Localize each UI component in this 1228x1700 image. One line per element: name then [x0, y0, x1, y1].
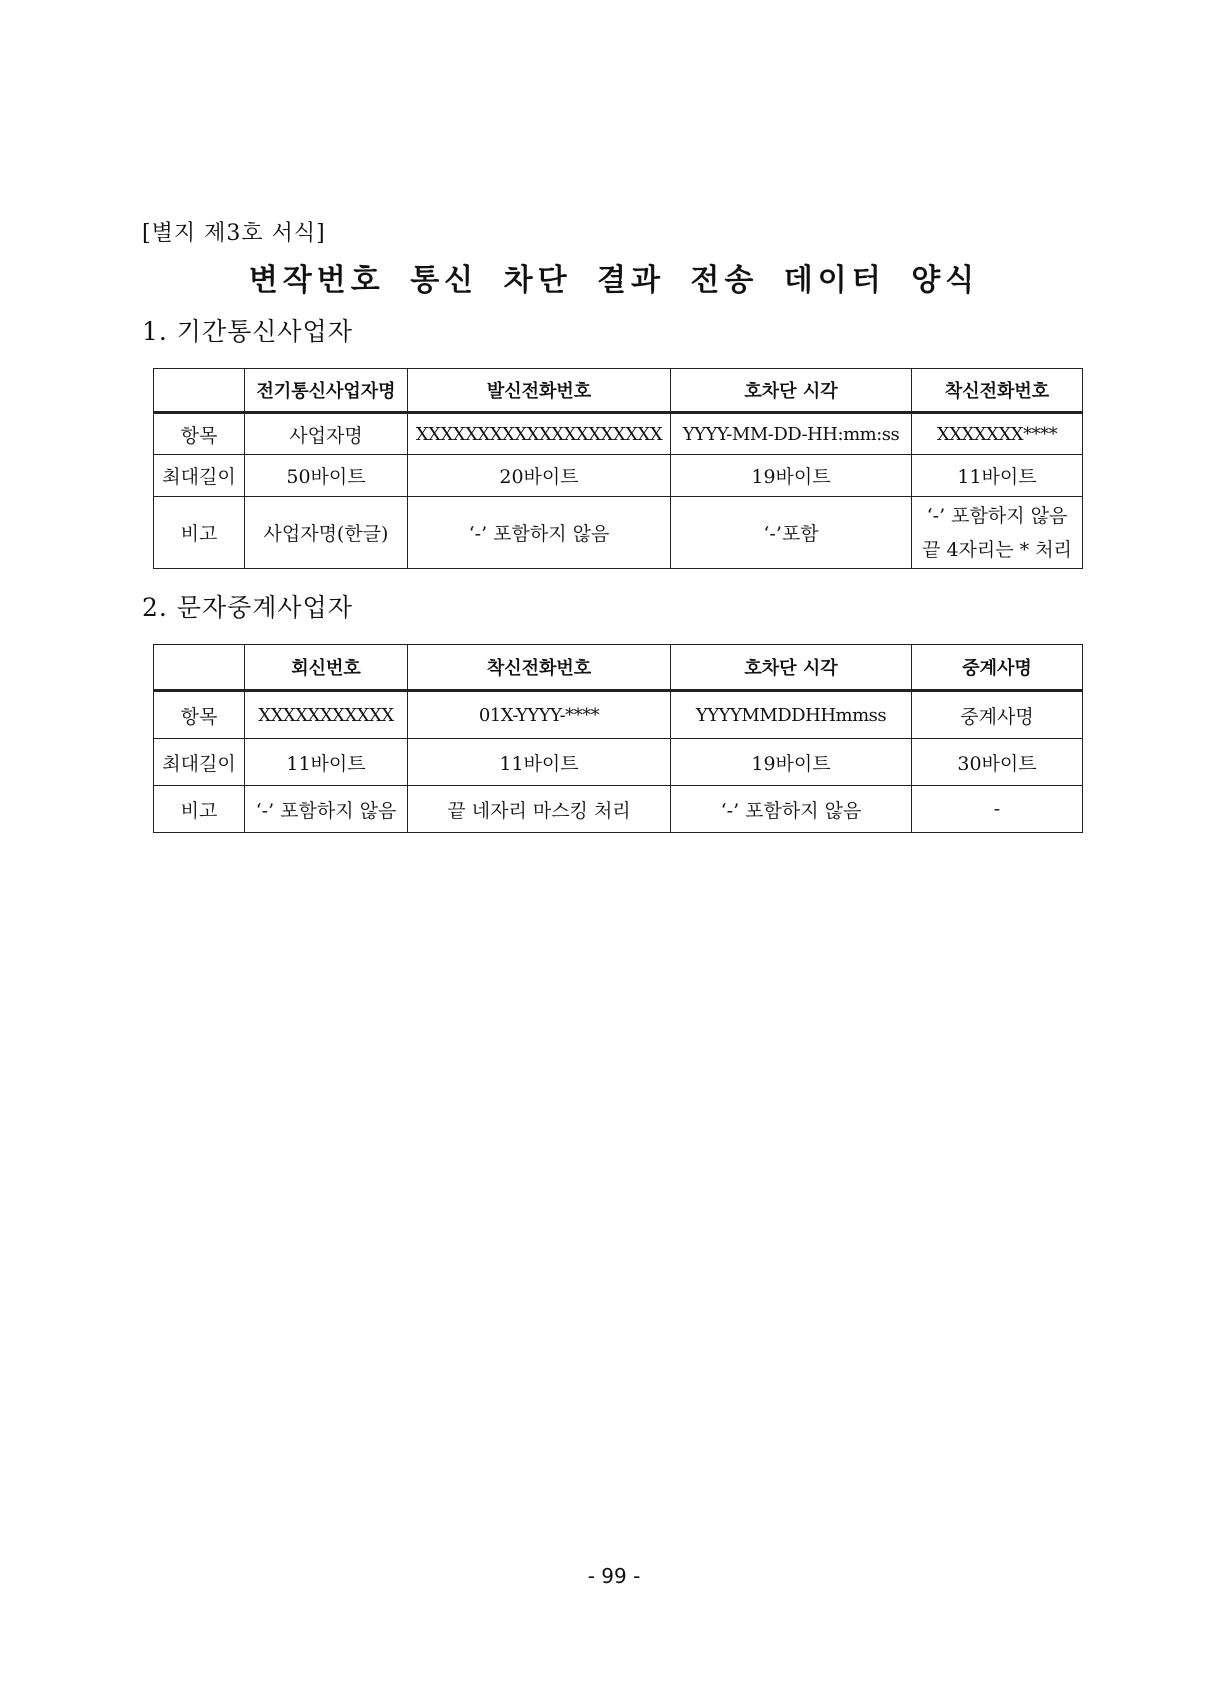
header-cell-empty — [154, 369, 245, 413]
table-cell: 11바이트 — [245, 739, 408, 786]
note-line: 끝 4자리는 * 처리 — [922, 538, 1072, 561]
table-header-row — [154, 369, 1083, 413]
form-label: [별지 제3호 서식] — [142, 221, 326, 246]
header-cell-business-name: 전기통신사업자명 — [245, 369, 408, 413]
table-cell: 11바이트 — [408, 739, 671, 786]
table-cell: 사업자명 — [245, 413, 408, 455]
header-cell-empty — [154, 645, 245, 691]
note-line: ‘-’ 포함하지 않음 — [926, 504, 1068, 527]
table-cell: 중계사명 — [912, 691, 1083, 739]
header-cell-callee-number: 착신전화번호 — [408, 645, 671, 691]
header-cell-block-time: 호차단 시각 — [671, 645, 912, 691]
header-cell-block-time: 호차단 시각 — [671, 369, 912, 413]
table-cell: 20바이트 — [408, 455, 671, 497]
table-cell: 30바이트 — [912, 739, 1083, 786]
sms-relay-data-table — [153, 644, 1083, 833]
table-cell: 50바이트 — [245, 455, 408, 497]
row-label: 항목 — [154, 691, 245, 739]
table-row — [154, 497, 1083, 569]
row-label: 비고 — [154, 497, 245, 569]
table-header-row — [154, 645, 1083, 691]
table-cell: 끝 네자리 마스킹 처리 — [408, 786, 671, 833]
table-cell: 01X-YYYY-**** — [408, 691, 671, 739]
header-cell-caller-number: 발신전화번호 — [408, 369, 671, 413]
row-label: 최대길이 — [154, 455, 245, 497]
table-cell — [912, 497, 1083, 569]
row-label: 항목 — [154, 413, 245, 455]
row-label: 비고 — [154, 786, 245, 833]
table-cell: ‘-’ 포함하지 않음 — [408, 497, 671, 569]
table-cell: ‘-’ 포함하지 않음 — [245, 786, 408, 833]
table-cell: YYYY-MM-DD-HH:mm:ss — [671, 413, 912, 455]
table-cell: 11바이트 — [912, 455, 1083, 497]
header-cell-callee-number: 착신전화번호 — [912, 369, 1083, 413]
table-row — [154, 691, 1083, 739]
table-row — [154, 455, 1083, 497]
row-label: 최대길이 — [154, 739, 245, 786]
carrier-data-table — [153, 368, 1083, 569]
page-number: - 99 - — [587, 1564, 641, 1588]
table-cell: - — [912, 786, 1083, 833]
table-cell: XXXXXXXXXXXXXXXXXXXX — [408, 413, 671, 455]
table-cell: 19바이트 — [671, 455, 912, 497]
table-cell: XXXXXXX**** — [912, 413, 1083, 455]
table-row — [154, 786, 1083, 833]
header-cell-reply-number: 회신번호 — [245, 645, 408, 691]
table-cell: 사업자명(한글) — [245, 497, 408, 569]
section-heading-carrier: 1. 기간통신사업자 — [142, 317, 353, 346]
table-row — [154, 413, 1083, 455]
table-row — [154, 739, 1083, 786]
header-cell-relay-name: 중계사명 — [912, 645, 1083, 691]
table-cell: ‘-’ 포함하지 않음 — [671, 786, 912, 833]
table-cell: XXXXXXXXXXX — [245, 691, 408, 739]
document-title: 변작번호 통신 차단 결과 전송 데이터 양식 — [248, 263, 980, 298]
table-cell: YYYYMMDDHHmmss — [671, 691, 912, 739]
table-cell: ‘-’포함 — [671, 497, 912, 569]
section-heading-sms-relay: 2. 문자중계사업자 — [142, 593, 353, 622]
table-cell: 19바이트 — [671, 739, 912, 786]
